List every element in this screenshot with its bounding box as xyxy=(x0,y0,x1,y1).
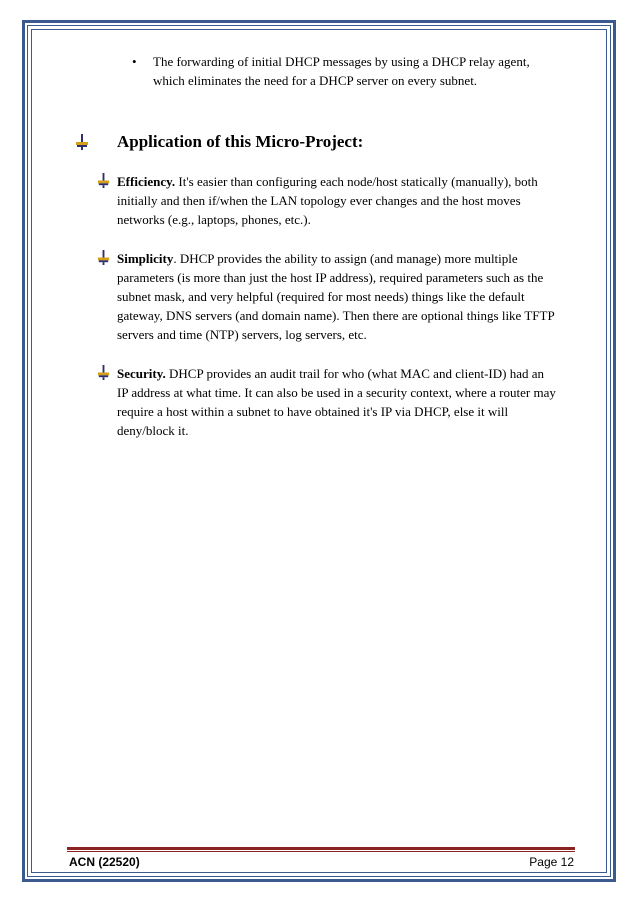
relay-agent-bullet xyxy=(132,52,552,90)
pushpin-bullet-icon xyxy=(96,365,111,380)
list-item-simplicity xyxy=(96,249,556,345)
pushpin-bullet-icon xyxy=(74,134,90,150)
footer-page-number: Page 12 xyxy=(529,855,574,869)
item-term: Security. xyxy=(117,365,166,381)
section-title: Application of this Micro-Project: xyxy=(117,132,364,151)
item-text: It's easier than configuring each node/host statically (manually), both initially and then if/when the LAN topology ever changes and the host moves networks (e.g., laptops, phones, etc.). xyxy=(117,174,538,228)
footer-course-code: ACN (22520) xyxy=(69,855,140,869)
application-list xyxy=(96,172,556,459)
section-heading xyxy=(74,131,554,153)
pushpin-bullet-icon xyxy=(96,173,111,188)
item-term: Efficiency. xyxy=(117,174,176,189)
list-item-security xyxy=(96,364,556,441)
bullet-text: The forwarding of initial DHCP messages by using a DHCP relay agent, which eliminates the need for a DHCP server on every subnet. xyxy=(153,54,530,88)
item-text: DHCP provides an audit trail for who (what MAC and client-ID) had an IP address at what time. It can also be used in a security context, where a router may require a host within a subnet to have obtained it's IP via DHCP, else it will deny/block it. xyxy=(117,365,556,439)
footer-divider-thin xyxy=(67,851,575,852)
item-text: . DHCP provides the ability to assign (and manage) more multiple parameters (is more than just the host IP address), required parameters such as the subnet mask, and very helpful (required for most needs) things like the default gateway, DNS servers (and domain name). Then there are optional things like TFTP servers and time (NTP) servers, log servers, etc. xyxy=(117,250,555,343)
list-item-efficiency xyxy=(96,172,556,230)
bullet-dot-icon: • xyxy=(132,54,137,69)
pushpin-bullet-icon xyxy=(96,250,111,265)
footer-divider xyxy=(67,847,575,850)
item-term: Simplicity xyxy=(117,250,174,266)
